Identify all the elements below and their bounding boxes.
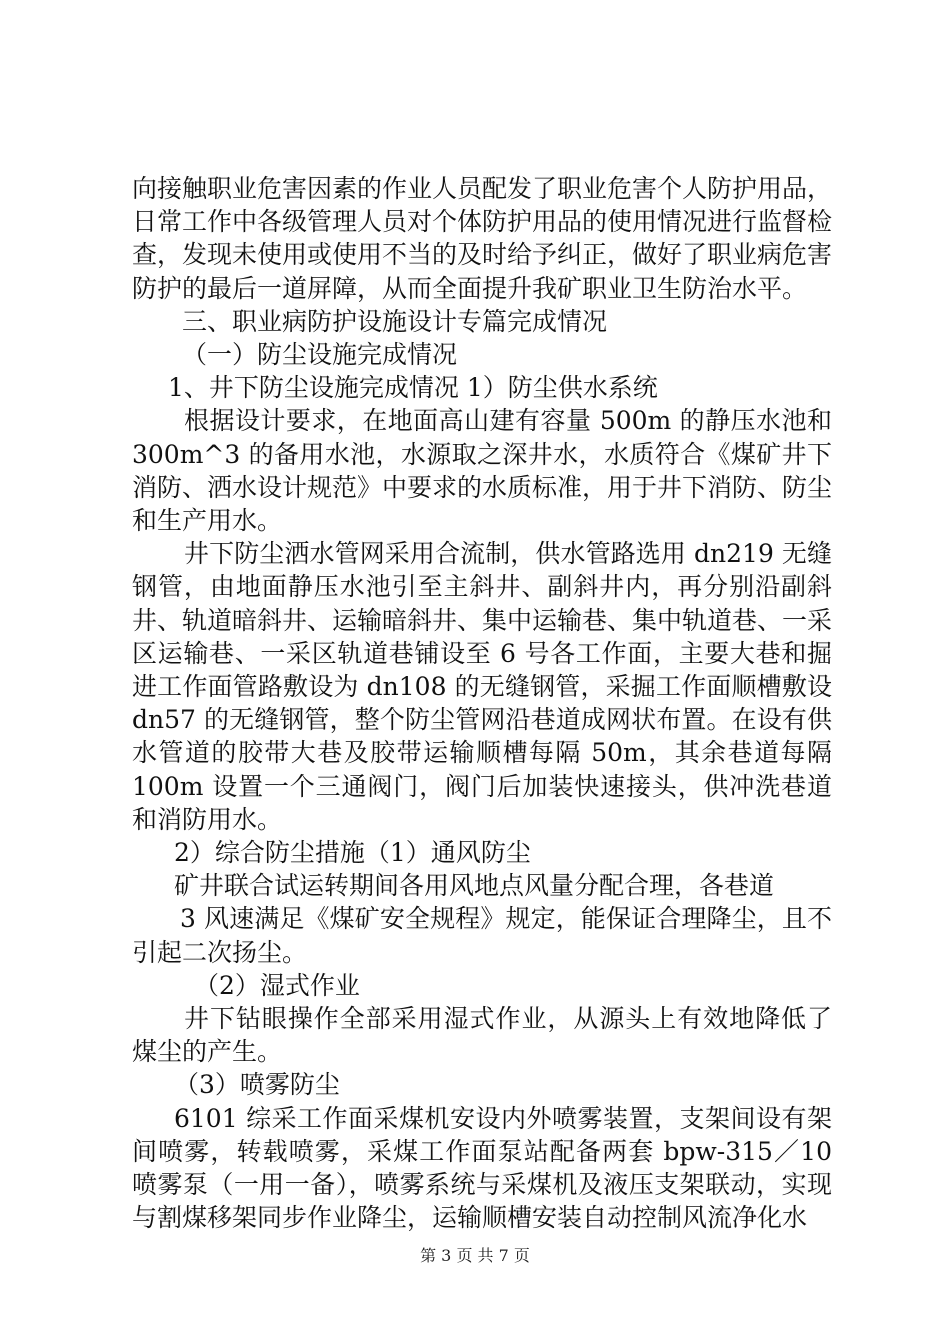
- paragraph-water-supply: 根据设计要求，在地面高山建有容量 500m 的静压水池和 300m^3 的备用水池，水源取之深井水，水质符合《煤矿井下消防、洒水设计规范》中要求的水质标准，用于井下消防、防尘和生产用水。: [132, 406, 833, 536]
- heading-comprehensive-measures: 2）综合防尘措施（1）通风防尘: [174, 838, 531, 868]
- subsubsection-heading-underground: 1、井下防尘设施完成情况 1）防尘供水系统: [168, 373, 658, 403]
- subsection-heading-dust: （一）防尘设施完成情况: [182, 340, 458, 370]
- paragraph-ventilation-2: 3 风速满足《煤矿安全规程》规定，能保证合理降尘，且不引起二次扬尘。: [132, 904, 832, 967]
- paragraph-spray: 6101 综采工作面采煤机安设内外喷雾装置，支架间设有架间喷雾，转载喷雾，采煤工作面泵站配备两套 bpw-315／10 喷雾泵（一用一备），喷雾系统与采煤机及液压支架联动，实现与割煤移架同步作业降尘，运输顺槽安装自动控制风流净化水: [132, 1103, 832, 1233]
- paragraph-ppe-continuation: 向接触职业危害因素的作业人员配发了职业危害个人防护用品，日常工作中各级管理人员对个体防护用品的使用情况进行监督检查，发现未使用或使用不当的及时给予纠正，做好了职业病危害防护的最后一道屏障，从而全面提升我矿职业卫生防治水平。: [132, 174, 833, 303]
- page-number-footer: 第 3 页 共 7 页: [420, 1246, 530, 1265]
- section-heading-3: 三、职业病防护设施设计专篇完成情况: [182, 306, 608, 336]
- paragraph-pipe-network: 井下防尘洒水管网采用合流制，供水管路选用 dn219 无缝钢管，由地面静压水池引至主斜井、副斜井内，再分别沿副斜井、轨道暗斜井、运输暗斜井、集中运输巷、集中轨道巷、一采区运输巷、一采区轨道巷铺设至 6 号各工作面，主要大巷和掘进工作面管路敷设为 dn108 的无缝钢管，采掘工作面顺槽敷设 dn57 的无缝钢管，整个防尘管网沿巷道成网状布置。在设有供水管道的胶带大巷及胶带运输顺槽每隔 50m，其余巷道每隔 100m 设置一个三通阀门，阀门后加装快速接头，供冲洗巷道和消防用水。: [132, 539, 833, 834]
- paragraph-wet-operation: 井下钻眼操作全部采用湿式作业，从源头上有效地降低了煤尘的产生。: [132, 1004, 832, 1067]
- heading-spray: （3）喷雾防尘: [174, 1070, 340, 1100]
- paragraph-ventilation-1: 矿井联合试运转期间各用风地点风量分配合理，各巷道: [174, 871, 775, 901]
- heading-wet-operation: （2）湿式作业: [194, 970, 360, 1000]
- document-body: [132, 172, 832, 1235]
